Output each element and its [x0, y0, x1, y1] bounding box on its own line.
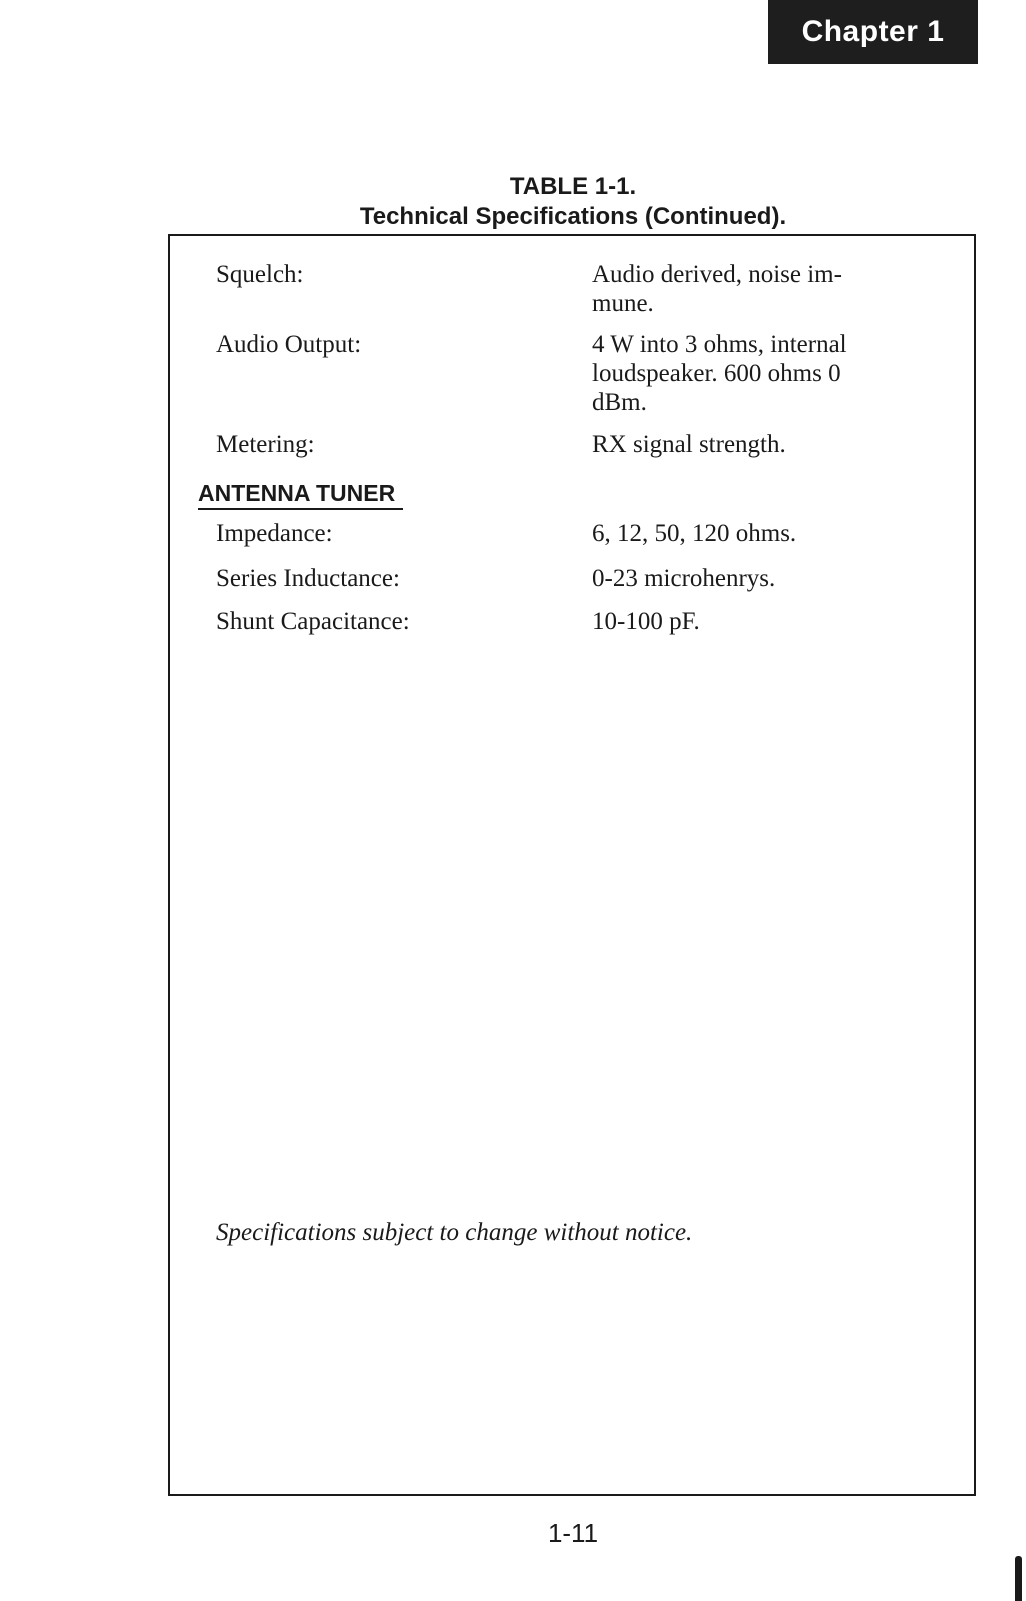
page-edge-mark [1015, 1556, 1022, 1601]
chapter-tab [768, 0, 978, 64]
footnote: Specifications subject to change without notice. [216, 1219, 693, 1246]
chapter-label: Chapter 1 [801, 15, 945, 48]
spec-label-impedance: Impedance: [216, 520, 333, 547]
page-number: 1-11 [547, 1518, 599, 1548]
spec-value-squelch: Audio derived, noise im- mune. [592, 261, 842, 317]
spec-label-metering: Metering: [216, 431, 315, 458]
table-title: Technical Specifications (Continued). [359, 203, 787, 230]
spec-value-audio-output: 4 W into 3 ohms, internal loudspeaker. 600 ohms 0 dBm. [592, 331, 847, 416]
spec-table [168, 234, 976, 1496]
spec-value-shunt-capacitance: 10-100 pF. [592, 608, 700, 635]
spec-label-squelch: Squelch: [216, 261, 304, 288]
section-heading-antenna-tuner: ANTENNA TUNER [198, 478, 403, 510]
spec-value-metering: RX signal strength. [592, 431, 786, 458]
spec-value-series-inductance: 0-23 microhenrys. [592, 565, 776, 592]
spec-label-audio-output: Audio Output: [216, 331, 362, 358]
spec-label-series-inductance: Series Inductance: [216, 565, 400, 592]
spec-label-shunt-capacitance: Shunt Capacitance: [216, 608, 410, 635]
table-number: TABLE 1-1. [509, 173, 637, 200]
spec-value-impedance: 6, 12, 50, 120 ohms. [592, 520, 797, 547]
